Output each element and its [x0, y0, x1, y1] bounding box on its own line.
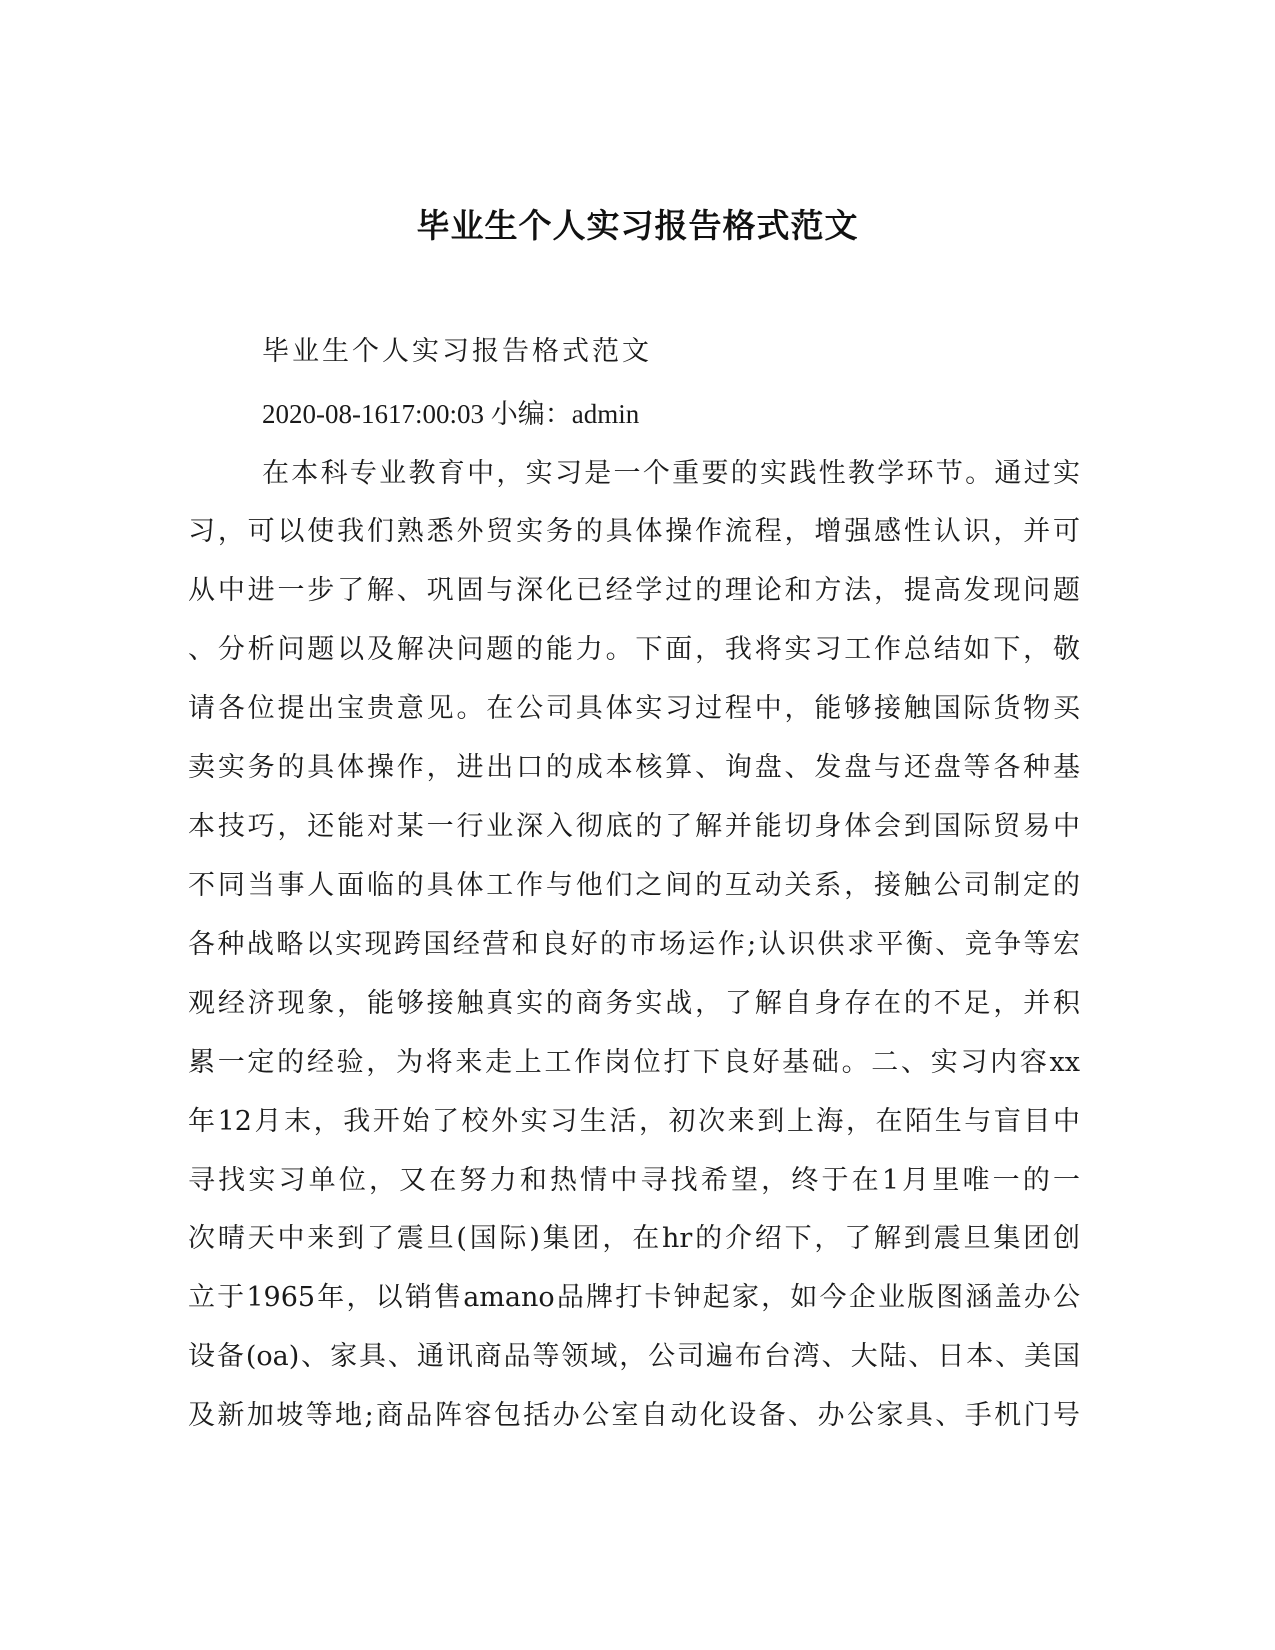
body-line: 习，可以使我们熟悉外贸实务的具体操作流程，增强感性认识，并可	[188, 516, 1080, 547]
body-line: 、分析问题以及解决问题的能力。下面，我将实习工作总结如下，敬	[188, 634, 1080, 665]
body-line: 设备(oa)、家具、通讯商品等领域，公司遍布台湾、大陆、日本、美国	[188, 1341, 1080, 1372]
body-line: 观经济现象，能够接触真实的商务实战，了解自身存在的不足，并积	[188, 988, 1080, 1019]
body-line: 寻找实习单位，又在努力和热情中寻找希望，终于在1月里唯一的一	[188, 1165, 1080, 1196]
body-line: 各种战略以实现跨国经营和良好的市场运作;认识供求平衡、竞争等宏	[188, 929, 1080, 960]
body-line: 及新加坡等地;商品阵容包括办公室自动化设备、办公家具、手机门号	[188, 1400, 1080, 1431]
document-subtitle: 毕业生个人实习报告格式范文	[262, 336, 652, 367]
date-author-line: 2020-08-1617:00:03 小编：admin	[262, 399, 640, 429]
body-line: 从中进一步了解、巩固与深化已经学过的理论和方法，提高发现问题	[188, 575, 1080, 606]
body-line: 次晴天中来到了震旦(国际)集团，在hr的介绍下，了解到震旦集团创	[188, 1223, 1080, 1254]
body-line: 累一定的经验，为将来走上工作岗位打下良好基础。二、实习内容xx	[188, 1047, 1080, 1078]
body-line: 请各位提出宝贵意见。在公司具体实习过程中，能够接触国际货物买	[188, 693, 1080, 724]
body-line: 年12月末，我开始了校外实习生活，初次来到上海，在陌生与盲目中	[188, 1106, 1080, 1137]
body-line: 本技巧，还能对某一行业深入彻底的了解并能切身体会到国际贸易中	[188, 811, 1080, 842]
body-line: 在本科专业教育中，实习是一个重要的实践性教学环节。通过实	[262, 458, 1080, 489]
body-line: 立于1965年，以销售amano品牌打卡钟起家，如今企业版图涵盖办公	[188, 1282, 1080, 1313]
body-line: 卖实务的具体操作，进出口的成本核算、询盘、发盘与还盘等各种基	[188, 752, 1080, 783]
document-title: 毕业生个人实习报告格式范文	[416, 206, 859, 245]
body-line: 不同当事人面临的具体工作与他们之间的互动关系，接触公司制定的	[188, 870, 1080, 901]
